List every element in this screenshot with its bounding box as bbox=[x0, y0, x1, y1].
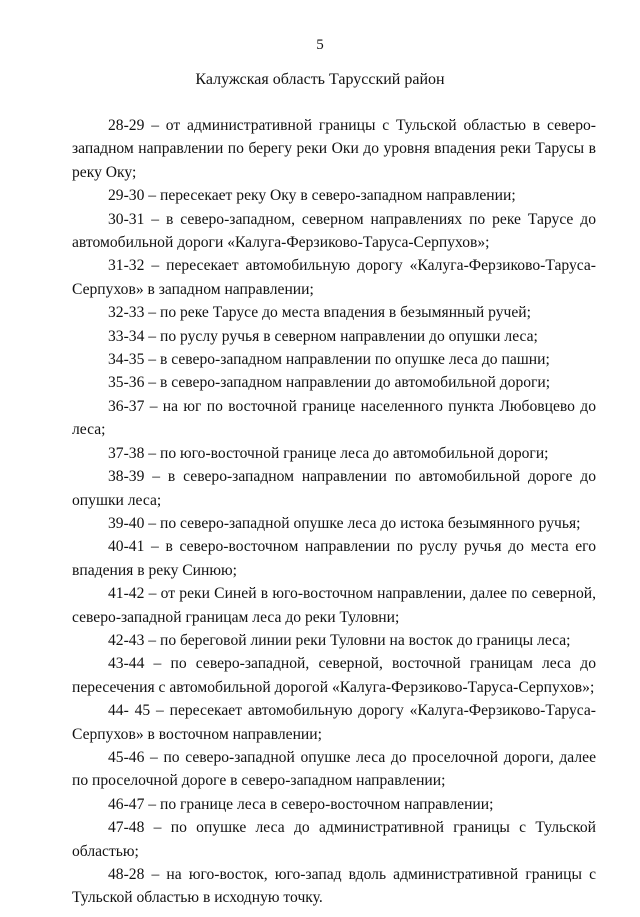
boundary-segment: 39-40 – по северо-западной опушке леса до истока безымянного ручья; bbox=[108, 514, 581, 532]
boundary-segment: 47-48 – по опушке леса до административной границы с Тульской областью; bbox=[72, 819, 596, 860]
boundary-segment: 35-36 – в северо-западном направлении до автомобильной дороги; bbox=[108, 374, 551, 392]
boundary-segment: 37-38 – по юго-восточной границе леса до автомобильной дороги; bbox=[108, 444, 549, 462]
boundary-segment: 31-32 – пересекает автомобильную дорогу «Калуга-Ферзиково-Таруса-Серпухов» в западном направлении; bbox=[72, 257, 596, 298]
boundary-segment: 48-28 – на юго-восток, юго-запад вдоль административной границы с Тульской областью в исходную точку. bbox=[72, 866, 596, 907]
boundary-segment: 43-44 – по северо-западной, северной, восточной границам леса до пересечения с автомобильной дорогой «Калуга-Ферзиково-Таруса-Серпухов»; bbox=[72, 655, 596, 696]
boundary-segment: 30-31 – в северо-западном, северном направлениях по реке Тарусе до автомобильной дороги «Калуга-Ферзиково-Таруса-Серпухов»; bbox=[72, 210, 596, 252]
boundary-segment: 41-42 – от реки Синей в юго-восточном направлении, далее по северной, северо-западной границам леса до реки Туловни; bbox=[72, 585, 596, 626]
page-number: 5 bbox=[316, 37, 324, 53]
boundary-segment: 46-47 – по границе леса в северо-восточном направлении; bbox=[108, 795, 494, 813]
boundary-segment: 40-41 – в северо-восточном направлении по руслу ручья до места его впадения в реку Синюю; bbox=[72, 538, 596, 579]
boundary-description bbox=[72, 114, 596, 910]
region-title: Калужская область Тарусский район bbox=[195, 71, 445, 88]
boundary-segment: 33-34 – по руслу ручья в северном направлении до опушки леса; bbox=[108, 327, 538, 345]
boundary-segment: 42-43 – по береговой линии реки Туловни на восток до границы леса; bbox=[108, 631, 571, 649]
boundary-segment: 32-33 – по реке Тарусе до места впадения в безымянный ручей; bbox=[108, 304, 531, 322]
boundary-segment: 45-46 – по северо-западной опушке леса до проселочной дороги, далее по проселочной дороге в северо-западном направлении; bbox=[72, 748, 596, 790]
boundary-segment: 34-35 – в северо-западном направлении по опушке леса до пашни; bbox=[108, 351, 550, 369]
boundary-segment: 38-39 – в северо-западном направлении по автомобильной дороге до опушки леса; bbox=[72, 468, 596, 509]
boundary-segment: 28-29 – от административной границы с Тульской областью в северо-западном направлении по берегу реки Оки до уровня впадения реки Тарусы в реку Оку; bbox=[72, 117, 596, 181]
boundary-segment: 29-30 – пересекает реку Оку в северо-западном направлении; bbox=[108, 187, 516, 205]
boundary-segment: 44- 45 – пересекает автомобильную дорогу «Калуга-Ферзиково-Таруса-Серпухов» в восточном направлении; bbox=[72, 702, 596, 743]
boundary-segment: 36-37 – на юг по восточной границе населенного пункта Любовцево до леса; bbox=[72, 397, 596, 439]
